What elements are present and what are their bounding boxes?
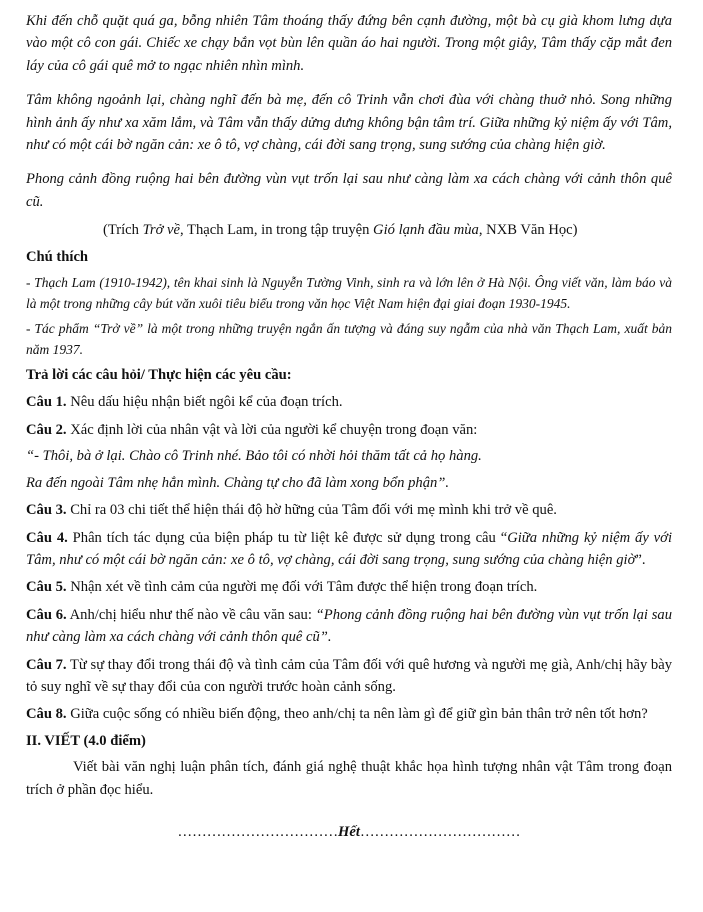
question-2-quote-line-2: Ra đến ngoài Tâm nhẹ hẳn mình. Chàng tự cho đã làm xong bổn phận”. — [26, 474, 450, 491]
writing-prompt: Viết bài văn nghị luận phân tích, đánh giá nghệ thuật khắc họa hình tượng nhân vật Tâm trong đoạn trích ở phần đọc hiểu. — [26, 759, 672, 798]
question-6: Câu 6. Anh/chị hiểu như thế nào về câu văn sau: “Phong cảnh đồng ruộng hai bên đường vùn vụt trốn lại sau như càng làm xa cách chàng với cảnh thôn quê cũ”. — [26, 606, 672, 646]
passage-paragraph-3: Phong cảnh đồng ruộng hai bên đường vùn vụt trốn lại sau như càng làm xa cách chàng với cảnh thôn quê cũ. — [26, 171, 672, 210]
question-5: Câu 5. Nhận xét về tình cảm của người mẹ đối với Tâm được thể hiện trong đoạn trích. — [26, 579, 538, 596]
questions-heading: Trả lời các câu hỏi/ Thực hiện các yêu cầu: — [26, 367, 292, 384]
end-marker: ……………………………Hết…………………………… — [177, 823, 521, 840]
work-title: Trở về — [142, 222, 180, 239]
note-work: - Tác phẩm “Trở về” là một trong những truyện ngắn ấn tượng và đáng suy ngẫm của nhà văn Thạch Lam, xuất bản năm 1937. — [26, 321, 672, 358]
notes-heading: Chú thích — [26, 248, 89, 265]
question-1: Câu 1. Nêu dấu hiệu nhận biết ngôi kể của đoạn trích. — [26, 394, 343, 411]
passage-paragraph-2: Tâm không ngoảnh lại, chàng nghĩ đến bà mẹ, đến cô Trinh vẫn chơi đùa với chàng thuở nhỏ. Song những hình ảnh ấy như xa xăm lắm, và Tâm vẫn thấy dửng dưng không bận tâm trí. Giữa những kỷ niệm ấy với Tâm, như có một cái bờ ngăn cản: xe ô tô, vợ chàng, cái đời sang trọng, sung sướng của chàng hiện giờ. — [26, 92, 672, 154]
question-7: Câu 7. Từ sự thay đổi trong thái độ và tình cảm của Tâm đối với quê hương và người mẹ già, Anh/chị hãy bày tỏ suy nghĩ về sự thay đổi của con người trước hoàn cảnh sống. — [26, 656, 673, 695]
source-citation: (Trích Trở về, Thạch Lam, in trong tập truyện Gió lạnh đầu mùa, NXB Văn Học) — [103, 222, 578, 239]
question-8: Câu 8. Giữa cuộc sống có nhiều biến động, theo anh/chị ta nên làm gì để giữ gìn bản thân trở nên tốt hơn? — [26, 706, 648, 723]
exam-page — [26, 10, 672, 843]
question-2: Câu 2. Xác định lời của nhân vật và lời của người kể chuyện trong đoạn văn: — [26, 421, 478, 438]
note-author: - Thạch Lam (1910-1942), tên khai sinh là Nguyễn Tường Vinh, sinh ra và lớn lên ở Hà Nội. Ông viết văn, làm báo và là một trong những cây bút văn xuôi tiêu biểu trong văn học Việt Nam hiện đại giai đoạn 1930-1945. — [26, 275, 672, 312]
passage-paragraph-1: Khi đến chỗ quặt quá ga, bỗng nhiên Tâm thoáng thấy đứng bên cạnh đường, một bà cụ già khom lưng dựa vào một cô con gái. Chiếc xe chạy bắn vọt bùn lên quần áo hai người. Trong một giây, Tâm thấy cặp mắt đen láy của cô gái quê mở to ngạc nhiên nhìn mình. — [26, 13, 672, 74]
writing-heading: II. VIẾT (4.0 điểm) — [26, 732, 146, 749]
collection-title: Gió lạnh đầu mùa — [373, 222, 479, 239]
question-3: Câu 3. Chỉ ra 03 chi tiết thể hiện thái độ hờ hững của Tâm đối với mẹ mình khi trở về quê. — [26, 502, 557, 519]
question-2-quote-line-1: “- Thôi, bà ở lại. Chào cô Trinh nhé. Bảo tôi có nhời hỏi thăm tất cả họ hàng. — [26, 448, 482, 465]
question-4: Câu 4. Phân tích tác dụng của biện pháp tu từ liệt kê được sử dụng trong câu “Giữa những kỷ niệm ấy với Tâm, như có một cái bờ ngăn cản: xe ô tô, vợ chàng, cái đời sang trọng, sung sướng của chàng hiện giờ”. — [26, 529, 672, 568]
